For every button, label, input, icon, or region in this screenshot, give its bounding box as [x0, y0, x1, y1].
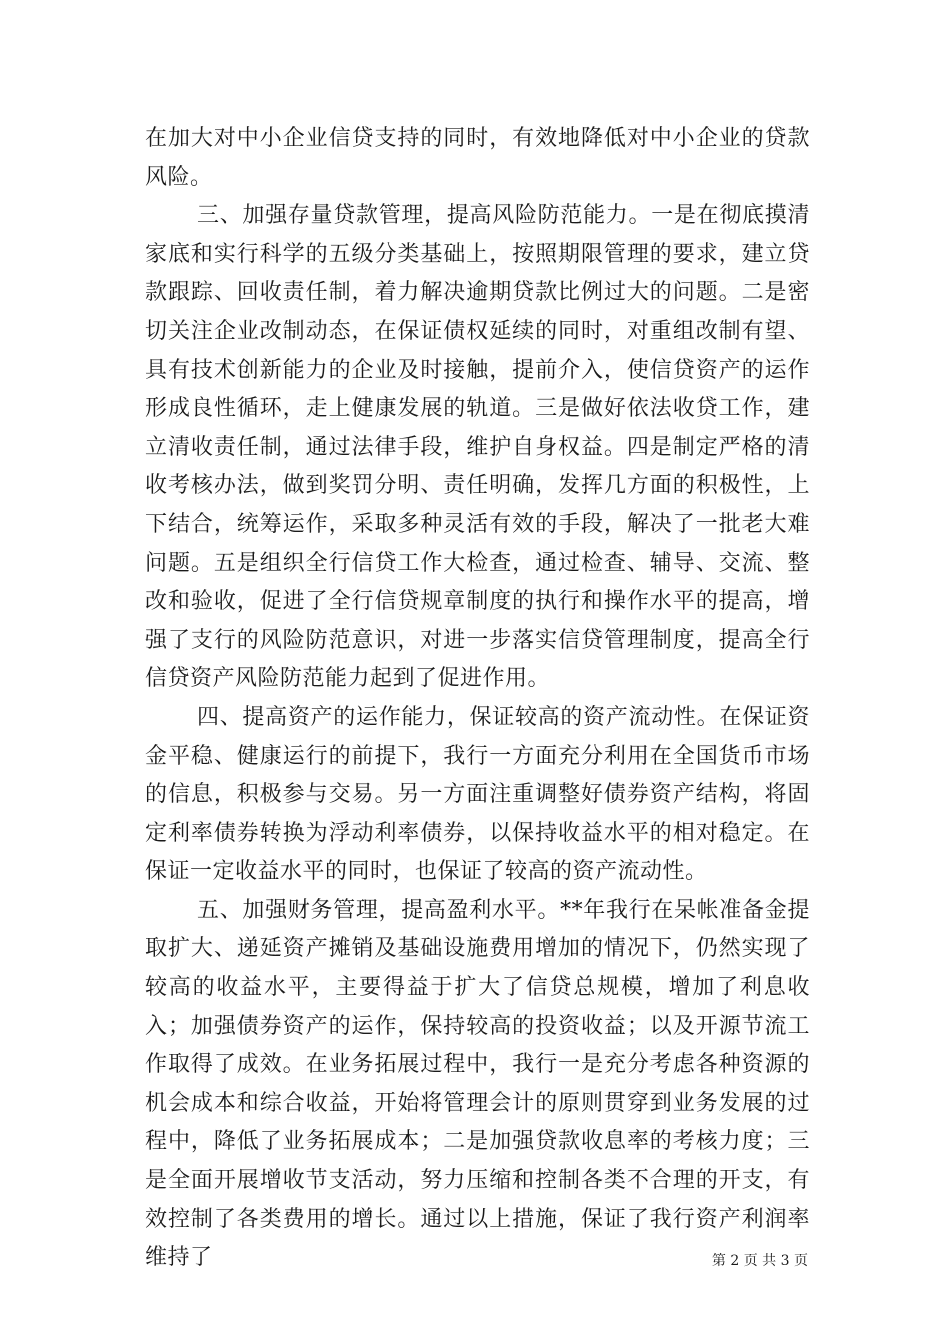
paragraph-section-5: 五、加强财务管理，提高盈利水平。**年我行在呆帐准备金提取扩大、递延资产摊销及基础设施费用增加的情况下，仍然实现了较高的收益水平，主要得益于扩大了信贷总规模，增加了利息收入；加强债券资产的运作，保持较高的投资收益；以及开源节流工作取得了成效。在业务拓展过程中，我行一是充分考虑各种资源的机会成本和综合收益，开始将管理会计的原则贯穿到业务发展的过程中，降低了业务拓展成本；二是加强贷款收息率的考核力度；三是全面开展增收节支活动，努力压缩和控制各类不合理的开支，有效控制了各类费用的增长。通过以上措施，保证了我行资产利润率维持了: [145, 897, 810, 1271]
paragraph-section-4: 四、提高资产的运作能力，保证较高的资产流动性。在保证资金平稳、健康运行的前提下，我行一方面充分利用在全国货币市场的信息，积极参与交易。另一方面注重调整好债券资产结构，将固定利率债券转换为浮动利率债券，以保持收益水平的相对稳定。在保证一定收益水平的同时，也保证了较高的资产流动性。: [145, 704, 810, 885]
page-number: 第 2 页 共 3 页: [711, 1253, 808, 1269]
document-body: [145, 120, 810, 1278]
paragraph-continuation: 在加大对中小企业信贷支持的同时，有效地降低对中小企业的贷款风险。: [145, 126, 810, 190]
paragraph-section-3: 三、加强存量贷款管理，提高风险防范能力。一是在彻底摸清家底和实行科学的五级分类基础上，按照期限管理的要求，建立贷款跟踪、回收责任制，着力解决逾期贷款比例过大的问题。二是密切关注企业改制动态，在保证债权延续的同时，对重组改制有望、具有技术创新能力的企业及时接触，提前介入，使信贷资产的运作形成良性循环，走上健康发展的轨道。三是做好依法收贷工作，建立清收责任制，通过法律手段，维护自身权益。四是制定严格的清收考核办法，做到奖罚分明、责任明确，发挥几方面的积极性，上下结合，统筹运作，采取多种灵活有效的手段，解决了一批老大难问题。五是组织全行信贷工作大检查，通过检查、辅导、交流、整改和验收，促进了全行信贷规章制度的执行和操作水平的提高，增强了支行的风险防范意识，对进一步落实信贷管理制度，提高全行信贷资产风险防范能力起到了促进作用。: [145, 203, 810, 692]
